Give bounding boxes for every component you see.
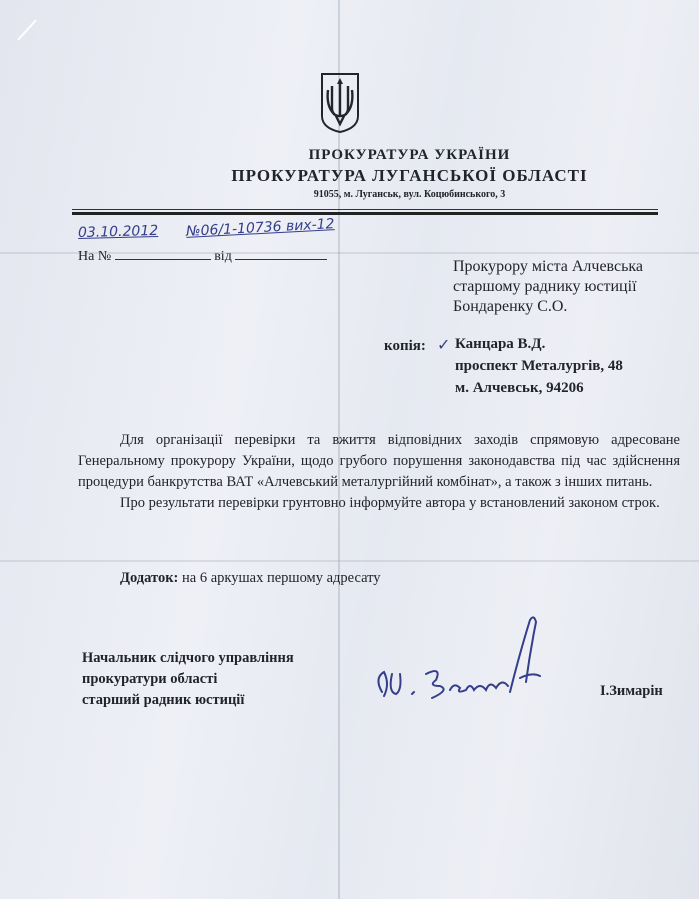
addressee-line-3: Бондаренку С.О. xyxy=(453,298,568,315)
signer-title-line-2: прокуратури області xyxy=(82,671,218,687)
attachment-text: на 6 аркушах першому адресату xyxy=(182,570,381,586)
reference-line xyxy=(78,247,327,265)
letter-body xyxy=(78,430,680,514)
org-name-regional: ПРОКУРАТУРА ЛУГАНСЬКОЇ ОБЛАСТІ xyxy=(231,166,588,185)
attachment-label: Додаток: xyxy=(120,570,179,586)
header-rule-thin xyxy=(72,209,658,210)
number-sign: № xyxy=(185,223,202,240)
trident-emblem-icon xyxy=(318,72,362,134)
checkmark-icon: ✓ xyxy=(437,335,451,354)
org-address: 91055, м. Луганськ, вул. Коцюбинського, 3 xyxy=(313,189,506,200)
number-value: 06/1-10736 вих-12 xyxy=(200,216,335,240)
org-name-primary: ПРОКУРАТУРА УКРАЇНИ xyxy=(308,147,511,163)
pen-stroke-mark xyxy=(16,18,38,42)
signer-title-line-3: старший радник юстиції xyxy=(82,692,245,708)
attachment-line xyxy=(120,570,381,587)
signer-title-block xyxy=(82,648,294,711)
copy-recipient-street: проспект Металургів, 48 xyxy=(455,358,623,374)
copy-label: копія: xyxy=(384,338,426,354)
copy-recipient-block xyxy=(455,333,623,399)
addressee-block xyxy=(453,257,643,317)
copy-recipient-name: Канцара В.Д. xyxy=(455,336,546,352)
reference-date-blank xyxy=(235,247,327,260)
reference-number-blank xyxy=(115,247,211,260)
signer-title-line-1: Начальник слідчого управління xyxy=(82,650,294,666)
handwritten-signature xyxy=(370,612,570,707)
handwritten-outgoing-number xyxy=(186,216,335,240)
handwritten-date: 03.10.2012 xyxy=(77,222,159,242)
paper-fold-horizontal-lower xyxy=(0,560,699,562)
reference-label: На № xyxy=(78,249,112,264)
addressee-line-1: Прокурору міста Алчевська xyxy=(453,258,644,275)
body-paragraph-1: Для організації перевірки та вжиття відповідних заходів спрямовую адресоване Генеральному прокурору України, щодо грубого порушення законодавства під час здійснення процедури банкрутства ВАТ «Алчевський металургійний комбінат», а також з інших питань. xyxy=(78,432,680,490)
copy-recipient-city: м. Алчевськ, 94206 xyxy=(455,380,584,396)
body-paragraph-2: Про результати перевірки грунтовно інформуйте автора у встановлений законом строк. xyxy=(120,495,660,511)
reference-from-label: від xyxy=(214,249,232,264)
header-rule-thick xyxy=(72,212,658,215)
addressee-line-2: старшому раднику юстиції xyxy=(453,278,637,295)
signer-name: І.Зимарін xyxy=(600,683,663,699)
